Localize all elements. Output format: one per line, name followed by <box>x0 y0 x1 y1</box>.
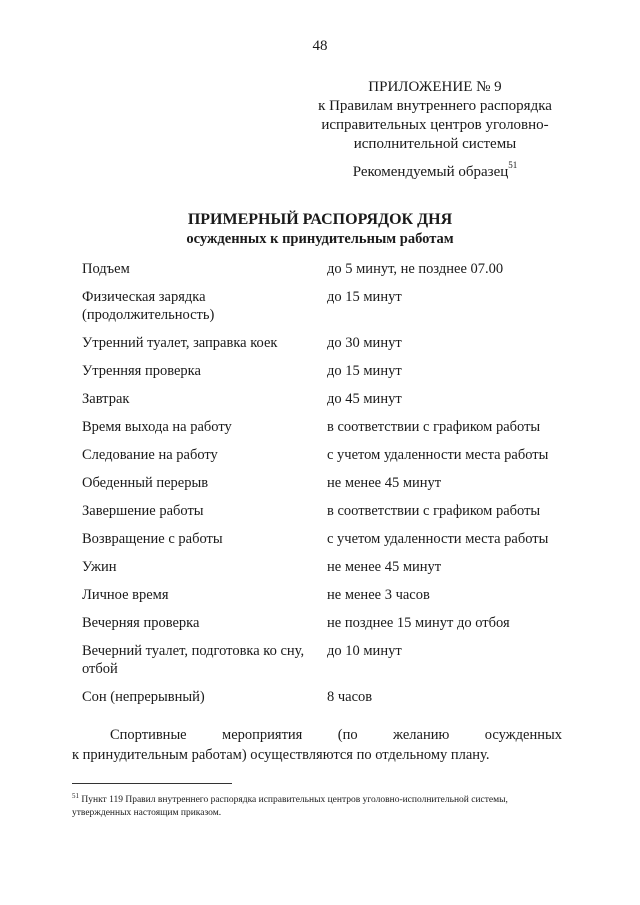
schedule-activity: Ужин <box>82 559 117 575</box>
schedule-row <box>82 558 582 576</box>
schedule-time: до 15 минут <box>327 289 402 305</box>
schedule-time: до 45 минут <box>327 391 402 407</box>
schedule-activity: Завтрак <box>82 391 130 407</box>
schedule-activity: Физическая зарядка (продолжительность) <box>82 289 215 323</box>
appendix-header <box>300 78 570 154</box>
schedule-row <box>82 334 582 352</box>
schedule-activity: Время выхода на работу <box>82 419 232 435</box>
schedule-time: 8 часов <box>327 689 373 705</box>
schedule-time: не менее 45 минут <box>327 475 442 491</box>
schedule-row <box>82 586 582 604</box>
appendix-line-2: исправительных центров уголовно- <box>321 117 549 133</box>
appendix-line-1: к Правилам внутреннего распорядка <box>318 98 552 114</box>
schedule-activity: Завершение работы <box>82 503 204 519</box>
schedule-row <box>82 418 582 436</box>
schedule-row <box>82 260 582 278</box>
schedule-row <box>82 614 582 632</box>
schedule-activity: Вечерний туалет, подготовка ко сну, отбой <box>82 643 305 677</box>
schedule-time: до 10 минут <box>327 643 402 659</box>
page-number: 48 <box>312 38 328 54</box>
schedule-time: не позднее 15 минут до отбоя <box>327 615 510 631</box>
schedule-time: не менее 45 минут <box>327 559 442 575</box>
schedule-activity: Утренний туалет, заправка коек <box>82 335 278 351</box>
schedule-list <box>82 260 582 716</box>
schedule-activity: Вечерняя проверка <box>82 615 200 631</box>
schedule-time: в соответствии с графиком работы <box>327 419 541 435</box>
closing-line-2: к принудительным работам) осуществляются по отдельному плану. <box>72 747 490 763</box>
schedule-row <box>82 474 582 492</box>
schedule-time: в соответствии с графиком работы <box>327 503 541 519</box>
schedule-activity: Возвращение с работы <box>82 531 223 547</box>
schedule-row <box>82 530 582 548</box>
document-title <box>0 210 640 248</box>
schedule-activity: Утренняя проверка <box>82 363 201 379</box>
footnote-divider <box>72 783 232 784</box>
footnote-ref: 51 <box>508 160 518 170</box>
schedule-row <box>82 288 582 324</box>
schedule-activity: Обеденный перерыв <box>82 475 209 491</box>
appendix-line-3: исполнительной системы <box>353 136 517 152</box>
footnote-number: 51 <box>72 792 79 800</box>
footnote <box>72 790 562 820</box>
appendix-title: ПРИЛОЖЕНИЕ № 9 <box>368 79 502 95</box>
schedule-row <box>82 642 582 678</box>
title-subtitle: осужденных к принудительным работам <box>186 231 454 247</box>
closing-paragraph <box>72 725 562 765</box>
schedule-activity: Личное время <box>82 587 169 603</box>
schedule-row <box>82 362 582 380</box>
schedule-activity: Подъем <box>82 261 130 277</box>
schedule-activity: Следование на работу <box>82 447 218 463</box>
schedule-row <box>82 502 582 520</box>
schedule-time: с учетом удаленности места работы <box>327 447 549 463</box>
schedule-time: до 30 минут <box>327 335 402 351</box>
schedule-row <box>82 390 582 408</box>
schedule-row <box>82 446 582 464</box>
title-main: ПРИМЕРНЫЙ РАСПОРЯДОК ДНЯ <box>187 211 453 228</box>
closing-line-1: Спортивные мероприятия (по желанию осужденных <box>110 727 562 743</box>
schedule-time: до 5 минут, не позднее 07.00 <box>327 261 504 277</box>
footnote-text: Пункт 119 Правил внутреннего распорядка исправительных центров уголовно-исполнительной системы, утвержденных настоящим приказом. <box>72 795 508 819</box>
schedule-time: с учетом удаленности места работы <box>327 531 549 547</box>
schedule-time: до 15 минут <box>327 363 402 379</box>
sample-label-text: Рекомендуемый образец <box>352 164 509 180</box>
schedule-time: не менее 3 часов <box>327 587 430 603</box>
sample-label <box>300 162 570 181</box>
schedule-activity: Сон (непрерывный) <box>82 689 205 705</box>
schedule-row <box>82 688 582 706</box>
